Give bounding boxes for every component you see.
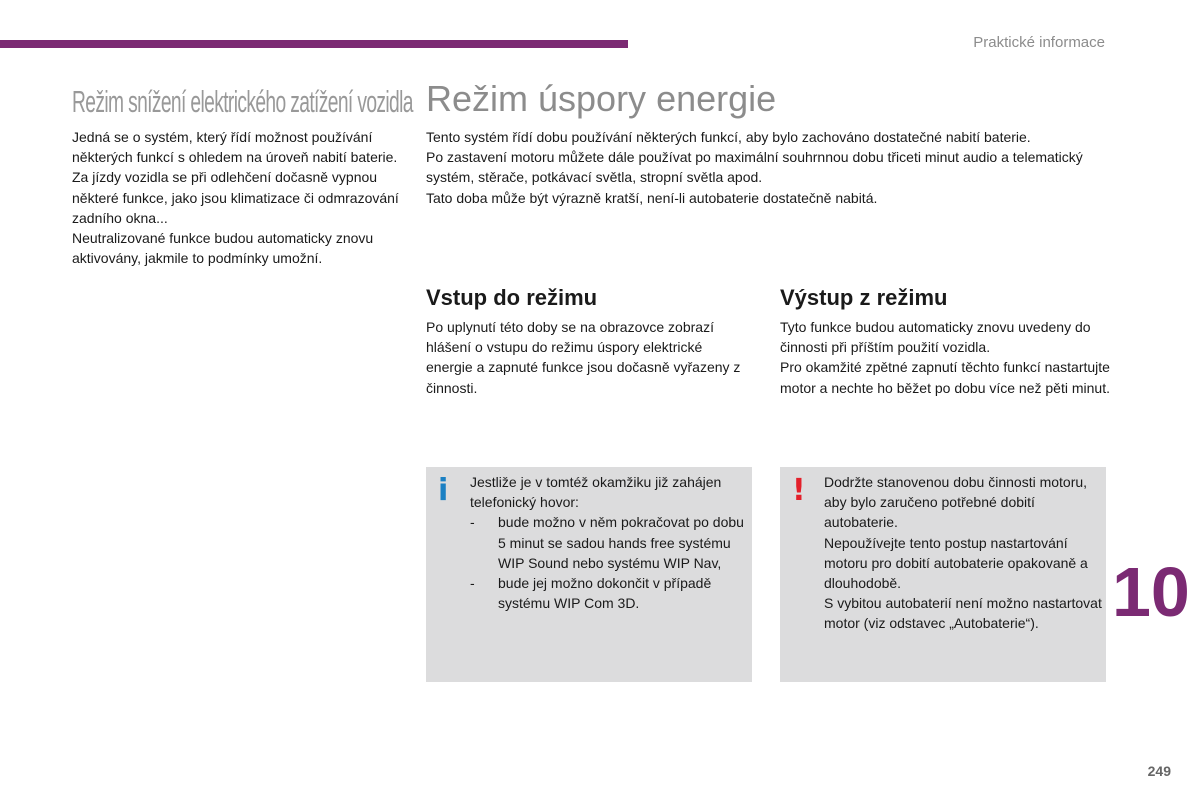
warning-paragraph: S vybitou autobaterií není možno nastartovat motor (viz odstavec „Autobaterie“). (824, 595, 1102, 632)
entry-section-text (426, 317, 752, 398)
warning-box (780, 467, 1106, 682)
entry-section-title: Vstup do režimu (426, 285, 598, 310)
entry-paragraph: Po uplynutí této doby se na obrazovce zobrazí hlášení o vstupu do režimu úspory elektrické energie a zapnuté funkce jsou dočasně vyřazeny z činnosti. (426, 319, 741, 396)
left-paragraph: Neutralizované funkce budou automaticky znovu aktivovány, jakmile to podmínky umožní. (72, 230, 374, 267)
info-icon: i (438, 473, 449, 508)
intro-paragraph: Tento systém řídí dobu používání některých funkcí, aby bylo zachováno dostatečné nabití baterie. (426, 129, 1031, 145)
info-box-text (470, 472, 748, 613)
warning-icon: ! (792, 473, 806, 508)
exit-section-title: Výstup z režimu (780, 285, 948, 310)
left-section-body (72, 127, 402, 268)
exit-paragraph: Tyto funkce budou automaticky znovu uvedeny do činnosti při příštím použití vozidla. (780, 319, 1091, 356)
warning-paragraph: Dodržte stanovenou dobu činnosti motoru, aby bylo zaručeno potřebné dobití autobaterie. (824, 474, 1088, 531)
page-title: Režim úspory energie (426, 78, 777, 119)
left-paragraph: Jedná se o systém, který řídí možnost používání některých funkcí s ohledem na úroveň nabití baterie. (72, 129, 398, 166)
left-section-title: Režim snížení elektrického zatížení vozidla (72, 84, 413, 119)
warning-box-text (824, 472, 1102, 634)
info-box (426, 467, 752, 682)
info-box-list (470, 512, 748, 613)
list-item: - bude jej možno dokončit v případě systému WIP Com 3D. (470, 573, 748, 613)
left-paragraph: Za jízdy vozidla se při odlehčení dočasně vypnou některé funkce, jako jsou klimatizace či odmrazování zadního okna... (72, 169, 399, 226)
intro-paragraph: Po zastavení motoru můžete dále používat po maximální souhrnnou dobu třiceti minut audio a telematický systém, stěrače, potkávací světla, stropní světla apod. (426, 149, 1083, 186)
exit-paragraph: Pro okamžité zpětné zapnutí těchto funkcí nastartujte motor a nechte ho běžet po dobu více než pěti minut. (780, 359, 1110, 396)
warning-paragraph: Nepoužívejte tento postup nastartování motoru pro dobití autobaterie opakovaně a dlouhodobě. (824, 534, 1088, 592)
exit-section-text (780, 317, 1110, 398)
header-accent-bar (0, 40, 628, 48)
chapter-number: 10 (1112, 553, 1190, 631)
section-label: Praktické informace (973, 34, 1105, 51)
list-item: - bude možno v něm pokračovat po dobu 5 minut se sadou hands free systému WIP Sound nebo systému WIP Nav, (470, 512, 748, 573)
info-box-intro: Jestliže je v tomtéž okamžiku již zahájen telefonický hovor: (470, 474, 722, 511)
intro-text (426, 127, 1116, 208)
intro-paragraph: Tato doba může být výrazně kratší, není-li autobaterie dostatečně nabitá. (426, 189, 878, 206)
page-number: 249 (1147, 763, 1171, 779)
